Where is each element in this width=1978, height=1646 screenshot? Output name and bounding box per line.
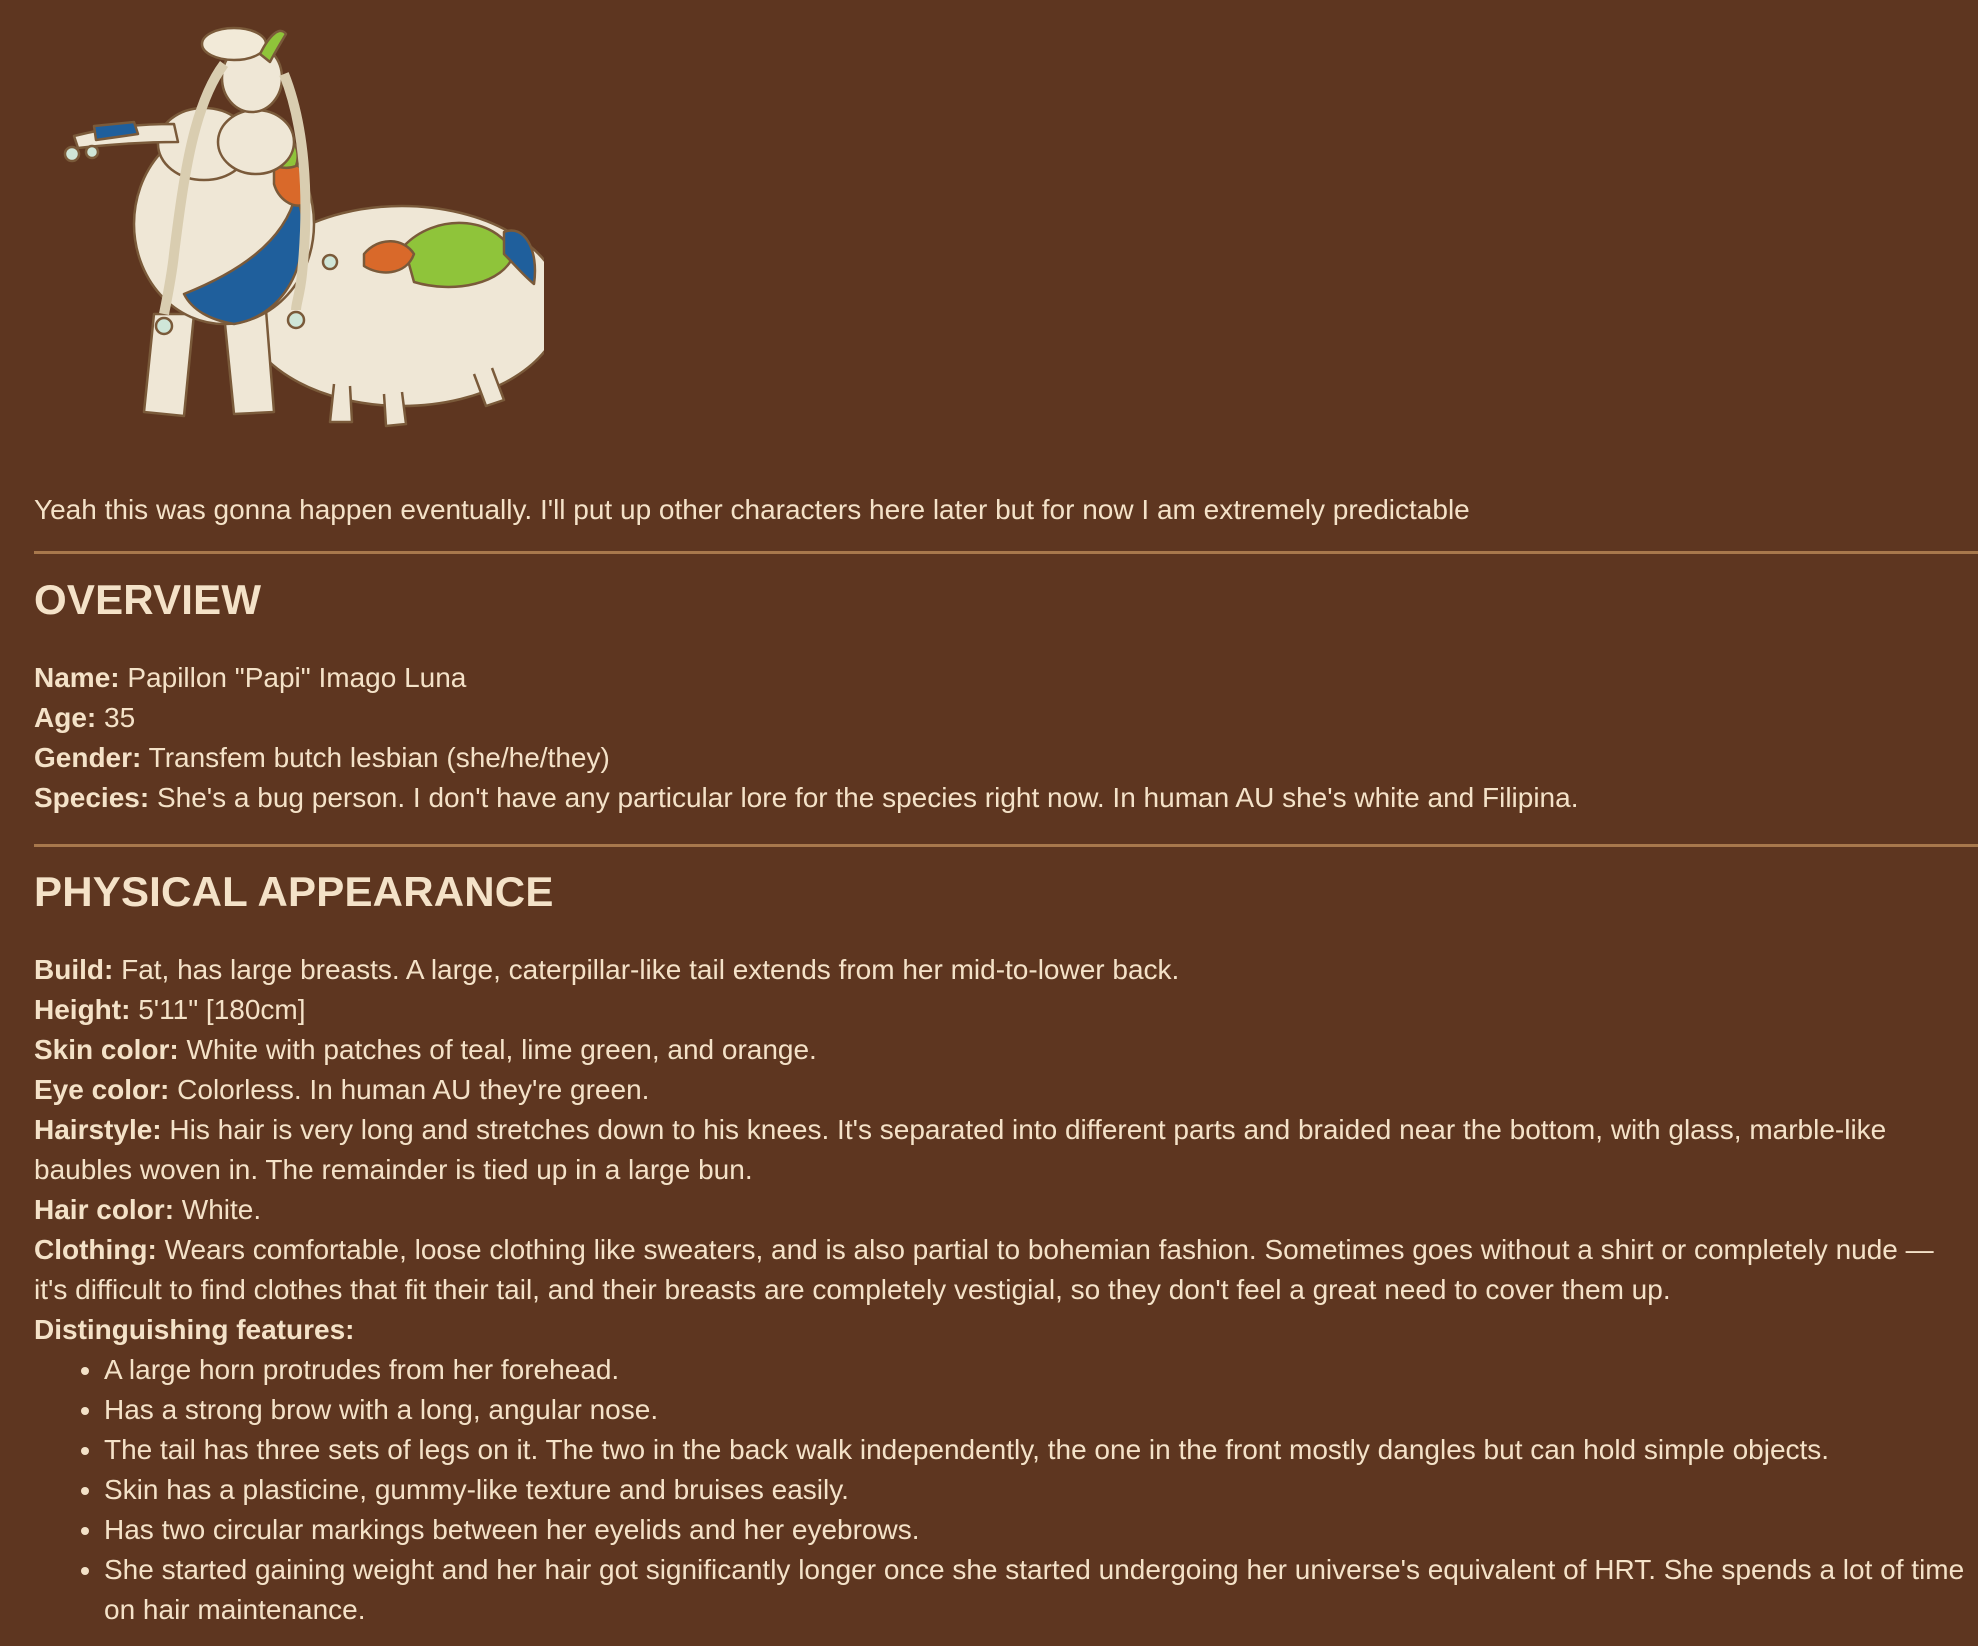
row-label: Name: xyxy=(34,662,120,693)
row-value: 35 xyxy=(96,702,136,733)
list-item: • She started gaining weight and her hair got significantly longer once she started undergoing her universe's equivalent of HRT. She spends a lot of time on hair maintenance. xyxy=(104,1550,1968,1630)
row-value: His hair is very long and stretches down to his knees. It's separated into different parts and braided near the bottom, with glass, marble-like baubles woven in. The remainder is tied up in a large bun. xyxy=(34,1114,1887,1185)
distinguishing-features-row xyxy=(34,1310,1968,1350)
skin-color-row xyxy=(34,1030,1968,1070)
clothing-row xyxy=(34,1230,1968,1310)
build-row xyxy=(34,950,1968,990)
row-value: Fat, has large breasts. A large, caterpillar-like tail extends from her mid-to-lower back. xyxy=(113,954,1180,985)
row-label: Hairstyle: xyxy=(34,1114,162,1145)
row-value: Papillon "Papi" Imago Luna xyxy=(119,662,467,693)
overview-section xyxy=(34,576,1968,818)
overview-heading: OVERVIEW xyxy=(34,576,262,623)
row-label: Gender: xyxy=(34,742,142,773)
character-illustration xyxy=(34,14,544,444)
list-item: • A large horn protrudes from her forehead. xyxy=(104,1350,1968,1390)
hairstyle-row xyxy=(34,1110,1968,1190)
row-value: Colorless. In human AU they're green. xyxy=(169,1074,650,1105)
list-item: • The tail has three sets of legs on it. The two in the back walk independently, the one in the front mostly dangles but can hold simple objects. xyxy=(104,1430,1968,1470)
row-label: Build: xyxy=(34,954,114,985)
row-value: She's a bug person. I don't have any particular lore for the species right now. In human AU she's white and Filipina. xyxy=(149,782,1579,813)
species-row xyxy=(34,778,1968,818)
section-divider xyxy=(34,551,1978,554)
row-label: Height: xyxy=(34,994,131,1025)
row-label: Skin color: xyxy=(34,1034,179,1065)
physical-appearance-heading: PHYSICAL APPEARANCE xyxy=(34,868,554,915)
row-value: White with patches of teal, lime green, and orange. xyxy=(178,1034,817,1065)
intro-text: Yeah this was gonna happen eventually. I'll put up other characters here later but for now I am extremely predictable xyxy=(34,494,1470,525)
age-row xyxy=(34,698,1968,738)
row-value: 5'11" [180cm] xyxy=(130,994,306,1025)
section-divider xyxy=(34,844,1978,847)
list-item: • Skin has a plasticine, gummy-like texture and bruises easily. xyxy=(104,1470,1968,1510)
list-item: • Has two circular markings between her eyelids and her eyebrows. xyxy=(104,1510,1968,1550)
gender-row xyxy=(34,738,1968,778)
list-item: • Has a strong brow with a long, angular nose. xyxy=(104,1390,1968,1430)
physical-appearance-section xyxy=(34,868,1968,1630)
row-value: Wears comfortable, loose clothing like sweaters, and is also partial to bohemian fashion. Sometimes goes without a shirt or completely nude — it's difficult to find clothes that fit their tail, and their breasts are completely vestigial, so they don't feel a great need to cover them up. xyxy=(34,1234,1934,1305)
row-value: White. xyxy=(174,1194,262,1225)
row-value: Transfem butch lesbian (she/he/they) xyxy=(141,742,610,773)
row-label: Eye color: xyxy=(34,1074,170,1105)
row-label: Age: xyxy=(34,702,97,733)
height-row xyxy=(34,990,1968,1030)
name-row xyxy=(34,658,1968,698)
row-label: Distinguishing features: xyxy=(34,1314,355,1345)
row-label: Clothing: xyxy=(34,1234,157,1265)
hair-color-row xyxy=(34,1190,1968,1230)
row-label: Species: xyxy=(34,782,150,813)
row-label: Hair color: xyxy=(34,1194,175,1225)
distinguishing-features-list xyxy=(34,1350,1968,1630)
eye-color-row xyxy=(34,1070,1968,1110)
